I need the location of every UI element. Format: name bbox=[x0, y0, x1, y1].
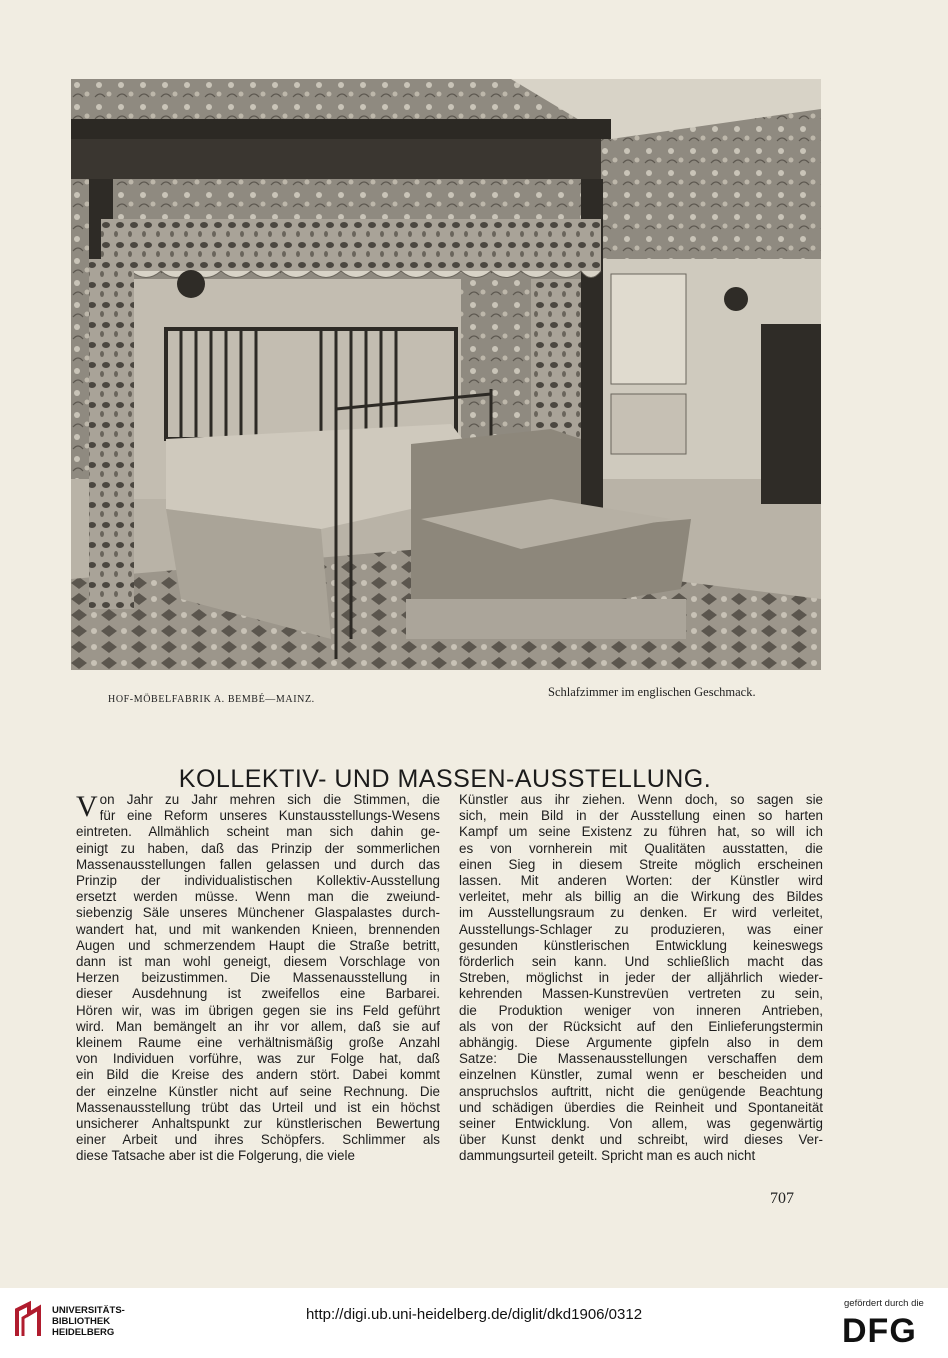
library-name-line: HEIDELBERG bbox=[52, 1327, 115, 1338]
text-line: anspruchslos auftritt, nicht die genügende Beachtung bbox=[459, 1083, 823, 1099]
bedroom-photo-illustration bbox=[71, 79, 821, 670]
text-line: seiner Entwicklung. Von allem, was gegenwärtig bbox=[459, 1116, 823, 1132]
article-column-left bbox=[76, 792, 440, 1165]
text-line: wird. Man bemängelt an ihr vor allem, daß sie auf bbox=[76, 1018, 440, 1034]
text-line: einzelnen Künstler, zumal wenn er bescheiden und bbox=[459, 1067, 823, 1083]
text-line: Satze: Die Massenausstellungen verschaffen dem bbox=[459, 1051, 823, 1067]
text-line: einigt zu haben, daß das Prinzip der sommerlichen bbox=[76, 840, 440, 856]
text-line: dann ist man wohl geneigt, diesem Vorschlage von bbox=[76, 954, 440, 970]
text-line: Herzen beizustimmen. Die Massenausstellung in bbox=[76, 970, 440, 986]
text-line: dieser Ausdehnung ist zweifellos eine Barbarei. bbox=[76, 986, 440, 1002]
text-line: und schädigen überdies die Reinheit und Spontaneität bbox=[459, 1099, 823, 1115]
text-line: wandert hat, und mit wankenden Knieen, brennenden bbox=[76, 921, 440, 937]
text-line: kehrenden Massen-Kunstrevüen vertreten zu sein, bbox=[459, 986, 823, 1002]
photo-title-caption: Schlafzimmer im englischen Geschmack. bbox=[548, 685, 756, 699]
text-line: Augen und schmerzendem Haupt die Straße betritt, bbox=[76, 937, 440, 953]
text-line: eintreten. Allmählich scheint man sich dahin ge- bbox=[76, 824, 440, 840]
library-name-line: BIBLIOTHEK bbox=[52, 1316, 111, 1327]
text-line: einen Sieg in diesem Streite möglich erscheinen bbox=[459, 856, 823, 872]
text-line: Künstler aus ihr ziehen. Wenn doch, so sagen sie bbox=[459, 792, 823, 807]
text-line: diese Tatsache aber ist die Folgerung, die viele bbox=[76, 1148, 355, 1164]
viewer-footer bbox=[0, 1288, 948, 1358]
permalink-url[interactable]: http://digi.ub.uni-heidelberg.de/diglit/dkd1906/0312 bbox=[305, 1306, 643, 1323]
text-line: Streben, möglichst in jeder der alljährlich wieder- bbox=[459, 970, 823, 986]
text-line: die Produktion weniger von inneren Antrieben, bbox=[459, 1002, 823, 1018]
text-line: förderlich sein kann. Und schließlich macht das bbox=[459, 954, 823, 970]
text-line: es von vornherein mit Qualitäten ausstatten, die bbox=[459, 840, 823, 856]
text-line: Hören wir, was im übrigen gegen sie ins Feld geführt bbox=[76, 1002, 440, 1018]
photo-credit-caption: HOF-MÖBELFABRIK A. BEMBÉ—MAINZ. bbox=[108, 694, 315, 705]
text-line: lassen. Mit anderen Worten: der Künstler wird bbox=[459, 873, 823, 889]
text-line: siebenzig Säle unseres Münchener Glaspalastes durch- bbox=[76, 905, 440, 921]
text-line: der einzelne Künstler nicht auf seine Rechnung. Die bbox=[76, 1083, 440, 1099]
text-line: sich, mein Bild in der Ausstellung einen so harten bbox=[459, 808, 823, 824]
text-line: verleitet, mehr als billig an die Wirkung des Bildes bbox=[459, 889, 823, 905]
text-line: über Kunst denkt und schreibt, wird dieses Ver- bbox=[459, 1132, 823, 1148]
page-number: 707 bbox=[770, 1190, 794, 1207]
text-line: gesunden künstlerischen Entwicklung keineswegs bbox=[459, 937, 823, 953]
text-line: kleinem Raume eine verhältnismäßig große Anzahl bbox=[76, 1035, 440, 1051]
bedroom-photograph bbox=[71, 79, 821, 670]
article-column-right bbox=[459, 792, 823, 1165]
text-line: ersetzt werden müsse. Wenn man die zweiund- bbox=[76, 889, 440, 905]
text-line: als von der Rücksicht auf den Einlieferungstermin bbox=[459, 1018, 823, 1034]
text-line: Prinzip der individualistischen Kollektiv-Ausstellung bbox=[76, 873, 440, 889]
article-title: KOLLEKTIV- UND MASSEN-AUSSTELLUNG. bbox=[178, 764, 712, 793]
text-line: ein Bild die Kreise des andern stört. Dabei kommt bbox=[76, 1067, 440, 1083]
text-line: on Jahr zu Jahr mehren sich die Stimmen, die bbox=[99, 792, 440, 807]
text-line: dammungsurteil geteilt. Spricht man es auch nicht bbox=[459, 1148, 756, 1164]
text-line: Kampf um seine Existenz zu führen hat, so will ich bbox=[459, 824, 823, 840]
text-line: einer Arbeit und ihres Schöpfers. Schlimmer als bbox=[76, 1132, 440, 1148]
text-line: Ausstellungs-Schlager zu produzieren, was einer bbox=[459, 921, 823, 937]
text-line: im Ausstellungsraum zu denken. Er wird verleitet, bbox=[459, 905, 823, 921]
text-line: von Individuen vorführe, was zur Folge hat, daß bbox=[76, 1051, 440, 1067]
library-name-line: UNIVERSITÄTS- bbox=[52, 1305, 125, 1316]
text-line: unsicherer Anhaltspunkt zur künstlerischen Bewertung bbox=[76, 1116, 440, 1132]
drop-cap: V bbox=[76, 790, 98, 823]
text-line: für eine Reform unseres Kunstausstellungs-Wesens bbox=[99, 808, 440, 824]
text-line: Massenausstellung trübt das Urteil und ist ein höchst bbox=[76, 1099, 440, 1115]
text-line: Massenausstellungen fallen gelassen und durch das bbox=[76, 856, 440, 872]
text-line: abhängig. Diese Argumente gipfeln also in dem bbox=[459, 1035, 823, 1051]
dfg-logo[interactable]: DFG bbox=[842, 1312, 917, 1350]
funding-note: gefördert durch die bbox=[844, 1298, 924, 1309]
